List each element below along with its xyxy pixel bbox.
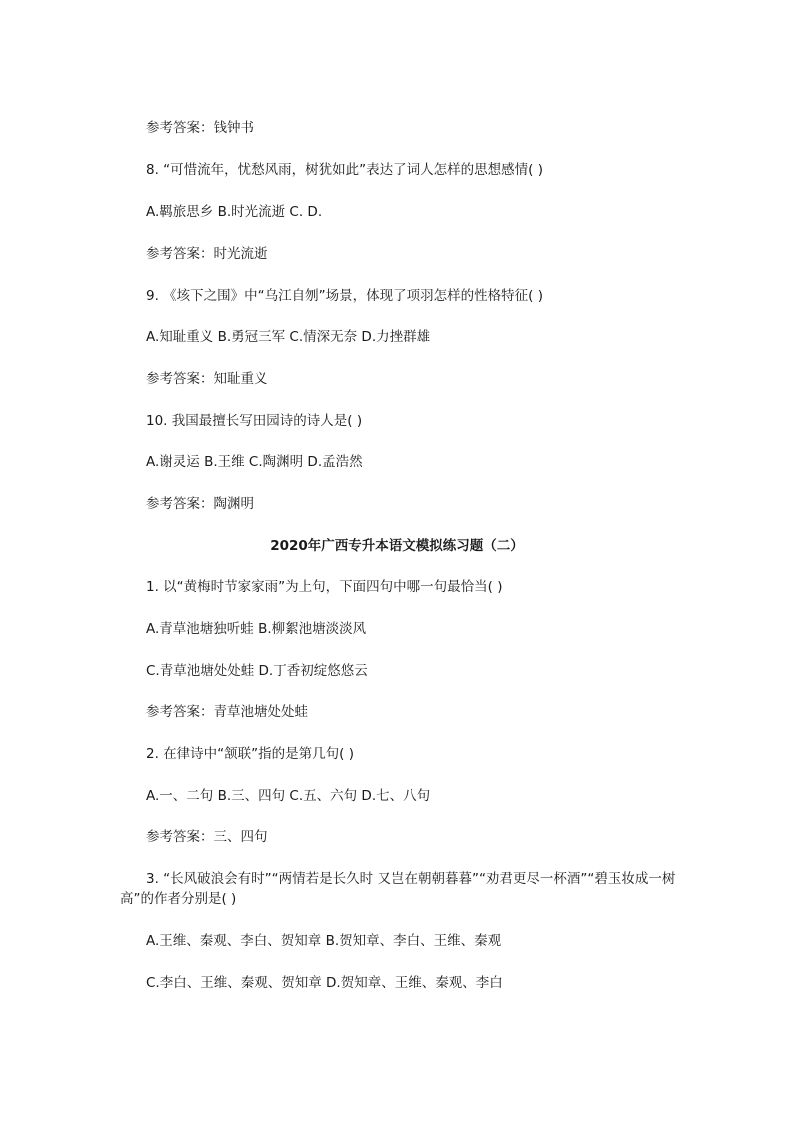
question-9-options: A.知耻重义 B.勇冠三军 C.情深无奈 D.力挫群雄 xyxy=(146,329,431,345)
section-title: 2020年广西专升本语文模拟练习题（二） xyxy=(270,538,524,554)
answer-line: 参考答案：钱钟书 xyxy=(146,120,254,136)
answer-line: 参考答案：青草池塘处处蛙 xyxy=(146,704,308,720)
question-9: 9. 《垓下之围》中“乌江自刎”场景，体现了项羽怎样的性格特征( ) xyxy=(146,288,543,304)
question-3: 3. “长风破浪会有时”“两情若是长久时 又岂在朝朝暮暮”“劝君更尽一杯酒”“碧玉妆成一树高”的作者分别是( ) xyxy=(120,871,676,907)
question-10: 10. 我国最擅长写田园诗的诗人是( ) xyxy=(146,413,363,429)
question-3-options-cd: C.李白、王维、秦观、贺知章 D.贺知章、王维、秦观、李白 xyxy=(146,975,503,991)
question-1-options-cd: C.青草池塘处处蛙 D.丁香初绽悠悠云 xyxy=(146,663,368,679)
question-8: 8. “可惜流年，忧愁风雨，树犹如此”表达了词人怎样的思想感情( ) xyxy=(146,162,543,178)
question-3-options-ab: A.王维、秦观、李白、贺知章 B.贺知章、李白、王维、秦观 xyxy=(146,933,502,949)
question-8-options: A.羁旅思乡 B.时光流逝 C. D. xyxy=(146,204,323,220)
question-1-options-ab: A.青草池塘独听蛙 B.柳絮池塘淡淡风 xyxy=(146,621,367,637)
answer-line: 参考答案：三、四句 xyxy=(146,829,268,845)
question-2-options: A.一、二句 B.三、四句 C.五、六句 D.七、八句 xyxy=(146,788,431,804)
answer-line: 参考答案：时光流逝 xyxy=(146,246,268,262)
question-10-options: A.谢灵运 B.王维 C.陶渊明 D.孟浩然 xyxy=(146,454,363,470)
answer-line: 参考答案：知耻重义 xyxy=(146,371,268,387)
question-1: 1. 以“黄梅时节家家雨”为上句，下面四句中哪一句最恰当( ) xyxy=(146,579,503,595)
answer-line: 参考答案：陶渊明 xyxy=(146,496,254,512)
question-2: 2. 在律诗中“颔联”指的是第几句( ) xyxy=(146,746,354,762)
